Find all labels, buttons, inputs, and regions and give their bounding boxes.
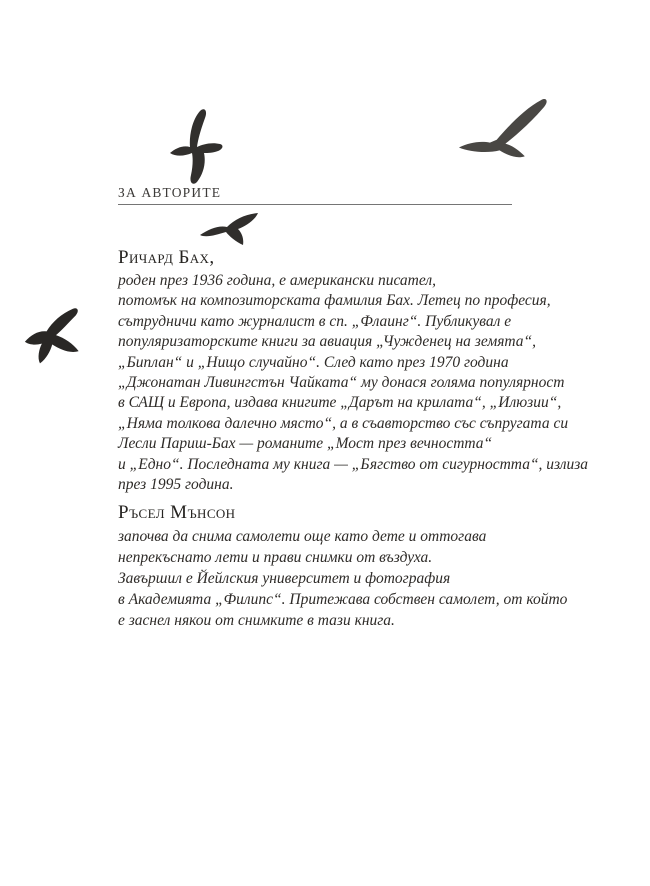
author-heading-russell-munson: Ръсел Мънсон bbox=[118, 502, 236, 523]
bio-line: Лесли Париш-Бах — романите „Мост през вечността“ bbox=[118, 435, 493, 453]
bird-gliding-icon bbox=[198, 211, 262, 251]
bird-banking-illustration bbox=[23, 306, 89, 368]
author-heading-richard-bach: Ричард Бах, bbox=[118, 247, 215, 268]
bird-flapping-icon bbox=[168, 106, 230, 186]
bio-line: в САЩ и Европа, издава книгите „Дарът на крилата“, „Илюзии“, bbox=[118, 394, 562, 412]
bird-gliding-illustration bbox=[198, 211, 262, 251]
page-kicker-label: ЗА АВТОРИТЕ bbox=[118, 185, 222, 200]
bio-line: е заснел някои от снимките в тази книга. bbox=[118, 612, 395, 629]
bird-soaring-icon bbox=[457, 96, 549, 168]
bio-line: „Биплан“ и „Нищо случайно“. След като през 1970 година bbox=[118, 353, 509, 371]
bio-line: и „Едно“. Последната му книга — „Бягство от сигурността“, излиза bbox=[118, 455, 589, 473]
bio-line: непрекъснато лети и прави снимки от въздуха. bbox=[118, 549, 433, 566]
bio-line: през 1995 година. bbox=[118, 476, 234, 494]
header-rule bbox=[118, 204, 512, 205]
bio-line: започва да снима самолети още като дете и оттогава bbox=[118, 528, 487, 545]
bio-line: популяризаторските книги за авиация „Чужденец на земята“, bbox=[118, 333, 537, 351]
author-bio-russell-munson bbox=[118, 526, 578, 631]
bio-line: „Няма толкова далечно място“, а в съавторство със съпругата си bbox=[118, 414, 569, 432]
bio-line: потомък на композиторската фамилия Бах. Летец по професия, bbox=[118, 292, 551, 310]
bird-soaring-illustration bbox=[457, 96, 549, 168]
bio-line: Завършил е Йейлския университет и фотография bbox=[118, 570, 451, 587]
bio-line: в Академията „Филипс“. Притежава собствен самолет, от който bbox=[118, 591, 568, 608]
page-kicker bbox=[118, 185, 221, 201]
bio-line: „Джонатан Ливингстън Чайката“ му донася голяма популярност bbox=[118, 374, 565, 392]
bird-banking-icon bbox=[23, 306, 89, 368]
author-bio-richard-bach bbox=[118, 271, 589, 495]
bird-flapping-illustration bbox=[168, 106, 230, 186]
bio-line: роден през 1936 година, е американски писател, bbox=[118, 272, 436, 289]
bio-line: сътрудничи като журналист в сп. „Флаинг“. Публикувал е bbox=[118, 312, 512, 330]
